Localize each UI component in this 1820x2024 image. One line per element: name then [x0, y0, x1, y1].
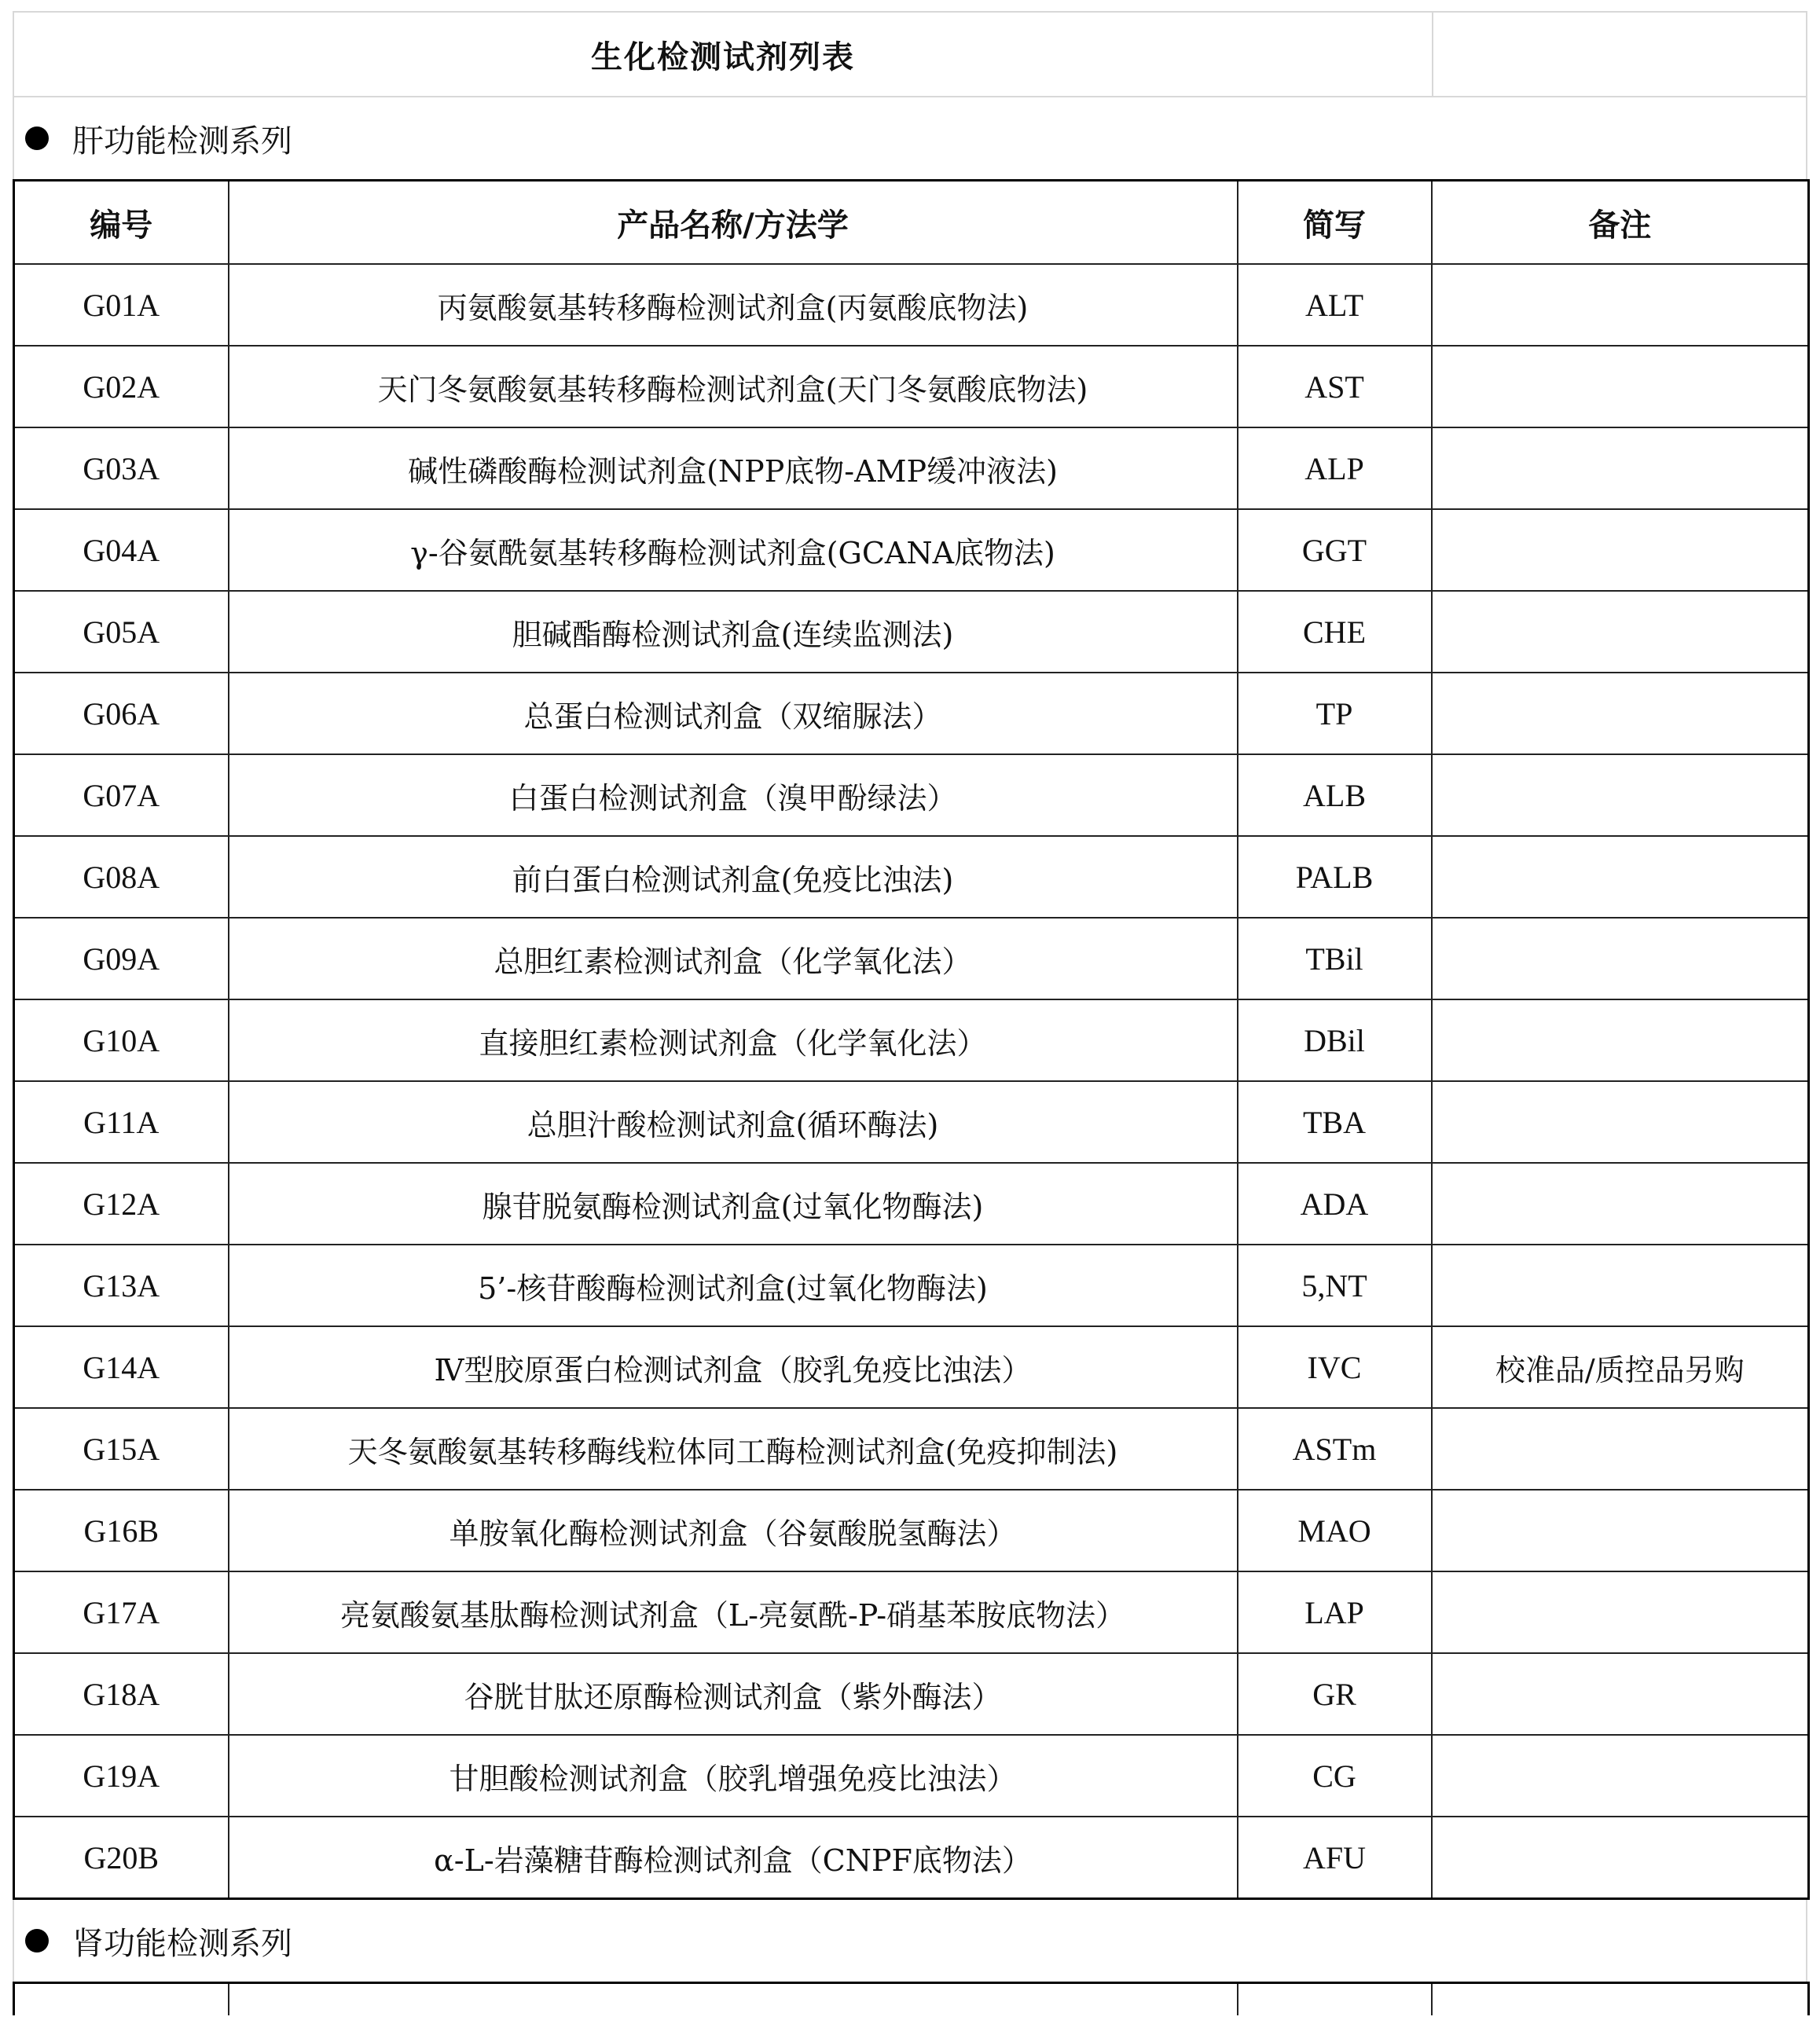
cell-abbr: ALP — [1238, 427, 1432, 509]
cell-code: G17A — [14, 1571, 229, 1653]
cell-abbr: ALT — [1238, 264, 1432, 346]
table-cell — [1238, 1983, 1432, 2016]
section-header-liver — [13, 97, 1807, 179]
cell-name: 5’-核苷酸酶检测试剂盒(过氧化物酶法) — [229, 1245, 1238, 1326]
table-row — [14, 1571, 1809, 1653]
cell-note — [1432, 1735, 1809, 1817]
table-cell — [14, 1983, 229, 2016]
cell-note — [1432, 509, 1809, 591]
cell-code: G12A — [14, 1163, 229, 1245]
cell-name: Ⅳ型胶原蛋白检测试剂盒（胶乳免疫比浊法） — [229, 1326, 1238, 1408]
cell-abbr: PALB — [1238, 836, 1432, 918]
cell-note — [1432, 1571, 1809, 1653]
table-row — [14, 754, 1809, 836]
liver-reagent-table — [13, 179, 1810, 1900]
cell-name: 总胆红素检测试剂盒（化学氧化法） — [229, 918, 1238, 999]
bullet-icon — [25, 126, 49, 150]
table-row — [14, 1326, 1809, 1408]
cell-code: G18A — [14, 1653, 229, 1735]
cell-abbr: MAO — [1238, 1490, 1432, 1571]
table-row — [14, 1245, 1809, 1326]
table-row — [14, 1735, 1809, 1817]
cell-abbr: LAP — [1238, 1571, 1432, 1653]
cell-code: G05A — [14, 591, 229, 673]
cell-name: 丙氨酸氨基转移酶检测试剂盒(丙氨酸底物法) — [229, 264, 1238, 346]
cell-note — [1432, 999, 1809, 1081]
table-row — [14, 1653, 1809, 1735]
cell-name: 碱性磷酸酶检测试剂盒(NPP底物-AMP缓冲液法) — [229, 427, 1238, 509]
cell-name: 胆碱酯酶检测试剂盒(连续监测法) — [229, 591, 1238, 673]
cell-abbr: CHE — [1238, 591, 1432, 673]
cell-note — [1432, 673, 1809, 754]
cell-abbr: GR — [1238, 1653, 1432, 1735]
cell-note — [1432, 427, 1809, 509]
cell-code: G03A — [14, 427, 229, 509]
cell-note — [1432, 1245, 1809, 1326]
cell-note — [1432, 1163, 1809, 1245]
table-row — [14, 1408, 1809, 1490]
table-cell — [229, 1983, 1238, 2016]
cell-abbr: IVC — [1238, 1326, 1432, 1408]
table-row — [14, 673, 1809, 754]
cell-name: α-L-岩藻糖苷酶检测试剂盒（CNPF底物法） — [229, 1817, 1238, 1899]
cell-name: γ-谷氨酰氨基转移酶检测试剂盒(GCANA底物法) — [229, 509, 1238, 591]
cell-abbr: 5,NT — [1238, 1245, 1432, 1326]
cell-note — [1432, 1817, 1809, 1899]
cell-note — [1432, 264, 1809, 346]
column-header-abbr: 简写 — [1238, 181, 1432, 265]
column-header-name: 产品名称/方法学 — [229, 181, 1238, 265]
cell-code: G06A — [14, 673, 229, 754]
table-row — [14, 264, 1809, 346]
cell-abbr: DBil — [1238, 999, 1432, 1081]
cell-abbr: TBil — [1238, 918, 1432, 999]
cell-abbr: ALB — [1238, 754, 1432, 836]
table-row — [14, 509, 1809, 591]
cell-abbr: ASTm — [1238, 1408, 1432, 1490]
table-row — [14, 836, 1809, 918]
cell-code: G19A — [14, 1735, 229, 1817]
cell-name: 谷胱甘肽还原酶检测试剂盒（紫外酶法） — [229, 1653, 1238, 1735]
cell-code: G15A — [14, 1408, 229, 1490]
cell-abbr: AFU — [1238, 1817, 1432, 1899]
table-row — [14, 1163, 1809, 1245]
bullet-icon — [25, 1929, 49, 1952]
cell-code: G07A — [14, 754, 229, 836]
cell-name: 亮氨酸氨基肽酶检测试剂盒（L-亮氨酰-P-硝基苯胺底物法） — [229, 1571, 1238, 1653]
kidney-reagent-table — [13, 1982, 1810, 2015]
cell-abbr: GGT — [1238, 509, 1432, 591]
cell-name: 甘胆酸检测试剂盒（胶乳增强免疫比浊法） — [229, 1735, 1238, 1817]
cell-note — [1432, 754, 1809, 836]
cell-note — [1432, 836, 1809, 918]
cell-name: 前白蛋白检测试剂盒(免疫比浊法) — [229, 836, 1238, 918]
cell-note — [1432, 1490, 1809, 1571]
cell-note — [1432, 346, 1809, 427]
table-row — [14, 1081, 1809, 1163]
section-title: 肾功能检测系列 — [72, 1925, 292, 1962]
cell-code: G02A — [14, 346, 229, 427]
table-cell — [1432, 1983, 1809, 2016]
cell-code: G13A — [14, 1245, 229, 1326]
cell-name: 腺苷脱氨酶检测试剂盒(过氧化物酶法) — [229, 1163, 1238, 1245]
cell-note — [1432, 918, 1809, 999]
column-header-code: 编号 — [14, 181, 229, 265]
table-row — [14, 1983, 1809, 2016]
cell-name: 单胺氧化酶检测试剂盒（谷氨酸脱氢酶法） — [229, 1490, 1238, 1571]
cell-code: G08A — [14, 836, 229, 918]
section-header-kidney — [13, 1900, 1807, 1982]
cell-abbr: TBA — [1238, 1081, 1432, 1163]
cell-code: G11A — [14, 1081, 229, 1163]
column-header-note: 备注 — [1432, 181, 1809, 265]
title-row — [13, 11, 1807, 97]
cell-code: G10A — [14, 999, 229, 1081]
cell-code: G14A — [14, 1326, 229, 1408]
table-header-row — [14, 181, 1809, 265]
section-title: 肝功能检测系列 — [72, 123, 292, 160]
cell-name: 白蛋白检测试剂盒（溴甲酚绿法） — [229, 754, 1238, 836]
cell-note — [1432, 591, 1809, 673]
cell-note: 校准品/质控品另购 — [1432, 1326, 1809, 1408]
cell-abbr: ADA — [1238, 1163, 1432, 1245]
cell-abbr: TP — [1238, 673, 1432, 754]
cell-note — [1432, 1081, 1809, 1163]
cell-name: 天冬氨酸氨基转移酶线粒体同工酶检测试剂盒(免疫抑制法) — [229, 1408, 1238, 1490]
reagent-sheet — [13, 11, 1807, 2015]
cell-code: G09A — [14, 918, 229, 999]
cell-note — [1432, 1408, 1809, 1490]
table-row — [14, 1817, 1809, 1899]
cell-abbr: CG — [1238, 1735, 1432, 1817]
cell-note — [1432, 1653, 1809, 1735]
cell-code: G20B — [14, 1817, 229, 1899]
table-row — [14, 1490, 1809, 1571]
table-row — [14, 999, 1809, 1081]
cell-abbr: AST — [1238, 346, 1432, 427]
cell-name: 天门冬氨酸氨基转移酶检测试剂盒(天门冬氨酸底物法) — [229, 346, 1238, 427]
table-row — [14, 591, 1809, 673]
title-empty-cell — [1433, 13, 1806, 96]
table-row — [14, 918, 1809, 999]
table-row — [14, 427, 1809, 509]
cell-code: G01A — [14, 264, 229, 346]
cell-name: 总蛋白检测试剂盒（双缩脲法） — [229, 673, 1238, 754]
table-row — [14, 346, 1809, 427]
page-title: 生化检测试剂列表 — [14, 13, 1433, 96]
cell-name: 直接胆红素检测试剂盒（化学氧化法） — [229, 999, 1238, 1081]
cell-code: G16B — [14, 1490, 229, 1571]
cell-name: 总胆汁酸检测试剂盒(循环酶法) — [229, 1081, 1238, 1163]
cell-code: G04A — [14, 509, 229, 591]
